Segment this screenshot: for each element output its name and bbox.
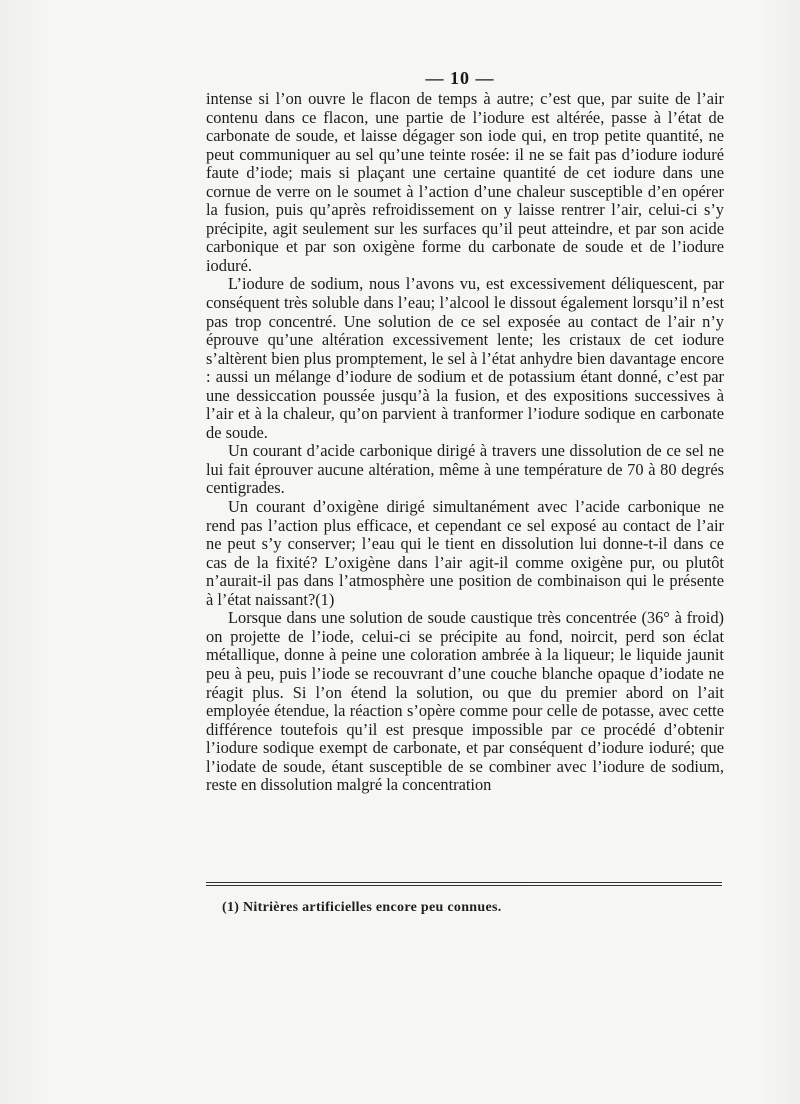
- paragraph-4: Un courant d’oxigène dirigé simultanément avec l’acide carbonique ne rend pas l’action plus efficace, et cependant ce sel exposé au contact de l’air ne peut s’y conserver; l’eau qui le tient en dissolution lui donne-t-il dans ce cas de la fixité? L’oxigène dans l’air agit-il comme oxigène pur, ou plutôt n’aurait-il pas dans l’atmosphère une position de combinaison qui le présente à l’état naissant?(1): [206, 497, 724, 609]
- footnote: (1) Nitrières artificielles encore peu connues.: [222, 900, 502, 915]
- page-number: — 10 —: [425, 68, 495, 88]
- footnote-rule: [206, 882, 722, 886]
- body-text: [206, 90, 724, 795]
- paragraph-3: Un courant d’acide carbonique dirigé à travers une dissolution de ce sel ne lui fait éprouver aucune altération, même à une température de 70 à 80 degrés centigrades.: [206, 441, 724, 498]
- paragraph-1: intense si l’on ouvre le flacon de temps à autre; c’est que, par suite de l’air contenu dans ce flacon, une partie de l’iodure est altérée, passe à l’état de carbonate de soude, et laisse dégager son iode qui, en trop petite quantité, ne peut communiquer au sel qu’une teinte rosée: il ne se fait pas d’iodure ioduré faute d’iode; mais si plaçant une certaine quantité de cet iodure dans une cornue de verre on le soumet à l’action d’une chaleur susceptible d’en opérer la fusion, puis qu’après refroidissement on y laisse rentrer l’air, celui-ci s’y précipite, agit seulement sur les surfaces qu’il peut atteindre, et par son acide carbonique et par son oxigène forme du carbonate de soude et de l’iodure ioduré.: [206, 89, 724, 275]
- paragraph-5: Lorsque dans une solution de soude caustique très concentrée (36° à froid) on projette de l’iode, celui-ci se précipite au fond, noircit, perd son éclat métallique, donne à peine une coloration ambrée à la liqueur; le liquide jaunit peu à peu, puis l’iode se recouvrant d’une couche blanche opaque d’iodate ne réagit plus. Si l’on étend la solution, ou que du premier abord on l’ait employée étendue, la réaction s’opère comme pour celle de potasse, avec cette différence toutefois qu’il est presque impossible par ce procédé d’obtenir l’iodure sodique exempt de carbonate, et par conséquent d’iodure ioduré; que l’iodate de soude, étant susceptible de se combiner avec l’iodure de sodium, reste en dissolution malgré la concentration: [206, 608, 724, 795]
- paragraph-2: L’iodure de sodium, nous l’avons vu, est excessivement déliquescent, par conséquent très soluble dans l’eau; l’alcool le dissout également lorsqu’il n’est pas trop concentré. Une solution de ce sel exposée au contact de l’air n’y éprouve qu’une altération excessivement lente; les cristaux de cet iodure s’altèrent bien plus promptement, le sel à l’état anhydre bien davantage encore : aussi un mélange d’iodure de sodium et de potassium étant donné, c’est par une dessiccation poussée jusqu’à la fusion, et des expositions successives à l’air et à la chaleur, qu’on parvient à tranformer l’iodure sodique en carbonate de soude.: [206, 274, 724, 442]
